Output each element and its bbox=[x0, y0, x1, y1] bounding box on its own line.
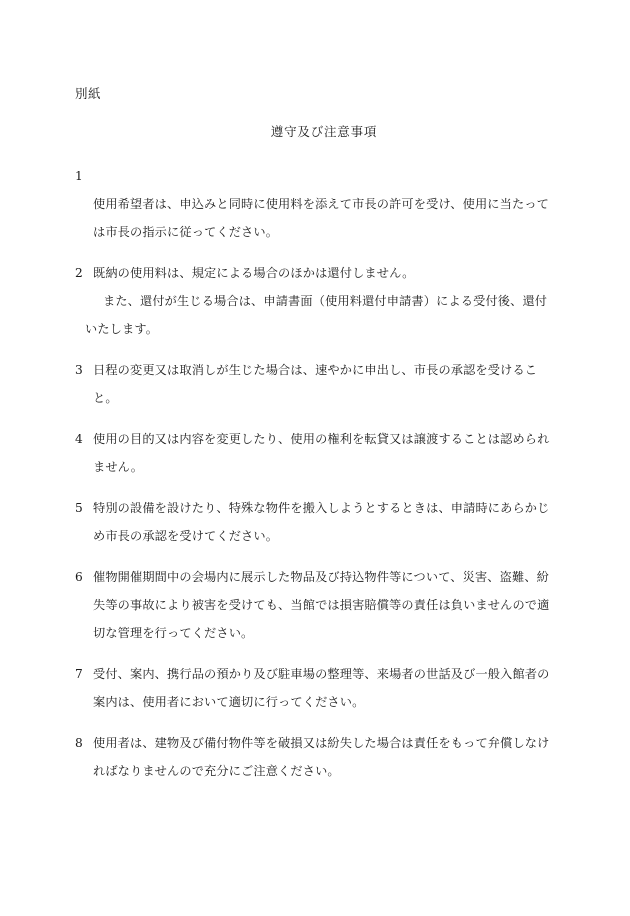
rule-text bbox=[75, 563, 555, 647]
rule-text bbox=[75, 494, 555, 550]
rule-text bbox=[75, 425, 555, 481]
rule-text-body: 使用者は、建物及び備付物件等を破損又は紛失した場合は責任をもって弁償しなければなりませんので充分にご注意ください。 bbox=[93, 736, 550, 778]
rule-item bbox=[75, 494, 555, 550]
rule-text-body: 受付、案内、携行品の預かり及び駐車場の整理等、来場者の世話及び一般入館者の案内は、使用者において適切に行ってください。 bbox=[93, 667, 550, 709]
rule-item bbox=[75, 425, 555, 481]
rule-number: 2 bbox=[75, 266, 83, 280]
rule-item bbox=[75, 563, 555, 647]
rule-continuation bbox=[75, 287, 555, 343]
rule-text bbox=[75, 162, 555, 246]
rule-text-body: 催物開催期間中の会場内に展示した物品及び持込物件等について、災害、盗難、紛失等の事故により被害を受けても、当館では損害賠償等の責任は負いませんので適切な管理を行ってください。 bbox=[93, 570, 550, 640]
rule-number: 5 bbox=[75, 501, 83, 515]
attachment-label: 別紙 bbox=[75, 86, 102, 101]
rule-item bbox=[75, 259, 555, 343]
rule-number: 4 bbox=[75, 432, 83, 446]
rule-continuation-body: また、還付が生じる場合は、申請書面（使用料還付申請書）による受付後、還付いたします。 bbox=[85, 294, 548, 336]
rule-item bbox=[75, 660, 555, 716]
rule-item bbox=[75, 356, 555, 412]
document-title: 遵守及び注意事項 bbox=[270, 124, 378, 139]
rule-text-body: 使用の目的又は内容を変更したり、使用の権利を転貸又は譲渡することは認められません。 bbox=[93, 432, 550, 474]
rule-text bbox=[75, 356, 555, 412]
rules-list bbox=[75, 162, 555, 798]
rule-number: 3 bbox=[75, 363, 83, 377]
rule-number: 1 bbox=[75, 169, 83, 183]
rule-text-body: 日程の変更又は取消しが生じた場合は、速やかに申出し、市長の承認を受けること。 bbox=[93, 363, 538, 405]
rule-item bbox=[75, 162, 555, 246]
rule-number: 7 bbox=[75, 667, 83, 681]
rule-number: 8 bbox=[75, 736, 83, 750]
rule-text-body: 特別の設備を設けたり、特殊な物件を搬入しようとするときは、申請時にあらかじめ市長の承認を受けてください。 bbox=[93, 501, 550, 543]
rule-item bbox=[75, 729, 555, 785]
rule-text bbox=[75, 259, 555, 287]
rule-text bbox=[75, 729, 555, 785]
rule-number: 6 bbox=[75, 570, 83, 584]
rule-text-body: 既納の使用料は、規定による場合のほかは還付しません。 bbox=[93, 266, 415, 280]
rule-text bbox=[75, 660, 555, 716]
rule-text-body: 使用希望者は、申込みと同時に使用料を添えて市長の許可を受け、使用に当たっては市長の指示に従ってください。 bbox=[93, 197, 549, 239]
